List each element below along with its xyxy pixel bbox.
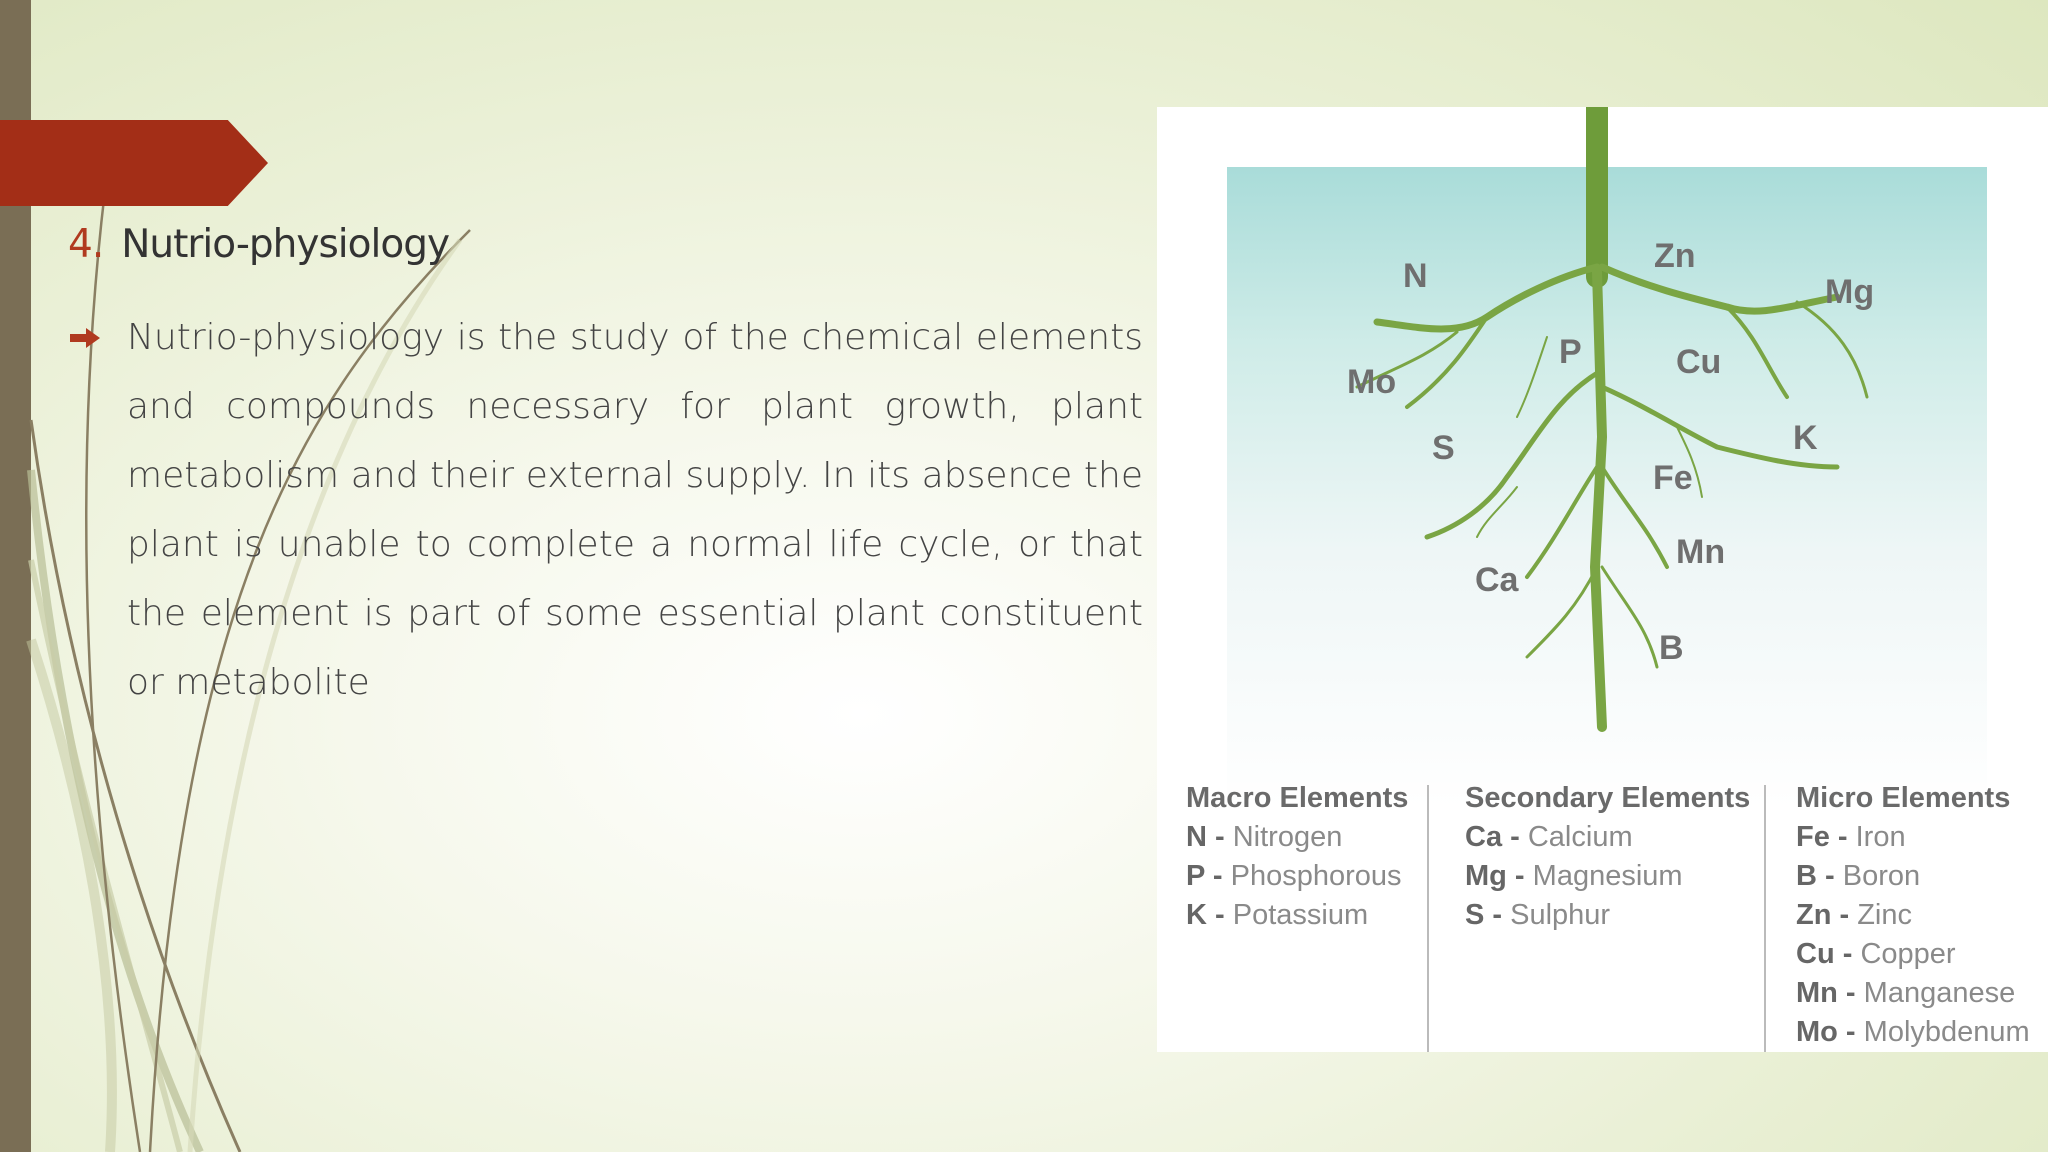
slide-heading xyxy=(68,222,449,267)
root-label-s: S xyxy=(1432,429,1455,467)
list-item: K - Potassium xyxy=(1186,899,1369,931)
bullet-paragraph: Nutrio-physiology is the study of the chemical elements and compounds necessary for plant growth, plant metabolism and their external supply. In its absence the plant is unable to complete a normal life cycle, or that the element is part of some essential plant constituent or metabolite xyxy=(127,317,1143,703)
list-item: Cu - Copper xyxy=(1796,938,1956,970)
root-label-b: B xyxy=(1659,629,1684,667)
root-label-mo: Mo xyxy=(1347,363,1397,401)
list-item: Ca - Calcium xyxy=(1465,821,1633,853)
list-item: Fe - Iron xyxy=(1796,821,1906,853)
list-item: Mn - Manganese xyxy=(1796,977,2016,1009)
secondary-elements-column xyxy=(1465,779,1750,935)
root-label-fe: Fe xyxy=(1653,459,1693,497)
list-item: B - Boron xyxy=(1796,860,1921,892)
column-divider xyxy=(1427,785,1429,1052)
root-label-mg: Mg xyxy=(1825,273,1875,311)
micro-elements-header: Micro Elements xyxy=(1796,782,2011,814)
root-label-cu: Cu xyxy=(1676,343,1722,381)
macro-elements-column xyxy=(1186,779,1408,935)
heading-number: 4. xyxy=(68,222,104,267)
root-illustration xyxy=(1157,107,2048,807)
list-item: S - Sulphur xyxy=(1465,899,1611,931)
bullet-arrow-icon xyxy=(70,328,100,348)
root-label-k: K xyxy=(1793,419,1818,457)
list-item: Mg - Magnesium xyxy=(1465,860,1683,892)
root-label-n: N xyxy=(1403,257,1428,295)
title-ribbon xyxy=(0,120,268,206)
root-label-zn: Zn xyxy=(1654,237,1696,275)
root-label-ca: Ca xyxy=(1475,561,1519,599)
nutrients-figure xyxy=(1157,107,2048,1052)
secondary-elements-header: Secondary Elements xyxy=(1465,782,1751,814)
list-item: Mo - Molybdenum xyxy=(1796,1016,2030,1048)
root-label-p: P xyxy=(1559,333,1582,371)
column-divider xyxy=(1764,785,1766,1052)
list-item: Zn - Zinc xyxy=(1796,899,1913,931)
list-item: N - Nitrogen xyxy=(1186,821,1343,853)
macro-elements-header: Macro Elements xyxy=(1186,782,1409,814)
heading-text: Nutrio-physiology xyxy=(121,222,450,267)
root-label-mn: Mn xyxy=(1676,533,1726,571)
list-item: P - Phosphorous xyxy=(1186,860,1402,892)
micro-elements-column xyxy=(1796,779,2030,1052)
